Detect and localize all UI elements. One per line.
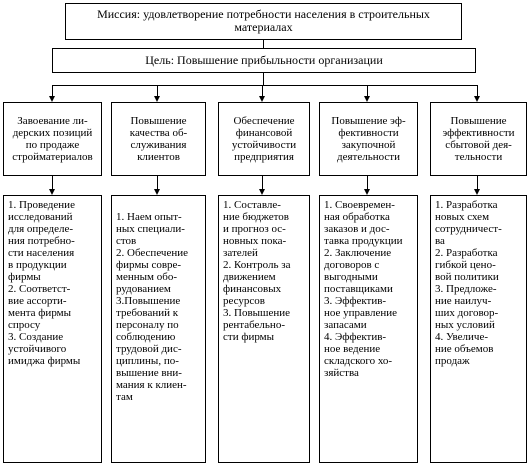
drop-line-2 — [157, 85, 158, 96]
connector-mission-goal — [263, 40, 264, 48]
direction-text-3: Обеспечение финансовой устойчивости предприятия — [231, 115, 297, 163]
connector-dir-task-5 — [477, 176, 478, 189]
drop-line-5 — [477, 85, 478, 96]
task-text-3: 1. Составле- ние бюджетов и прогноз ос- новных пока- зателей 2. Контроль за движением финансовых ресурсов 3. Повышение рентабельно- сти фирмы — [223, 199, 291, 343]
task-box-3 — [218, 195, 310, 463]
direction-box-3 — [218, 102, 310, 176]
task-text-5: 1. Разработка новых схем сотрудничест- ва 2. Разработка гибкой цено- вой политики 3. Предложе- ние наилуч- ших договор- ных условий 4. Увеличе- ние объемов продаж — [435, 199, 502, 367]
drop-line-4 — [367, 85, 368, 96]
connector-dir-task-3 — [262, 176, 263, 189]
drop-line-3 — [262, 85, 263, 96]
direction-text-5: Повышение эффективности сбытовой дея- тельности — [442, 115, 515, 163]
direction-box-5 — [430, 102, 527, 176]
connector-dir-task-4 — [367, 176, 368, 189]
goal-text: Цель: Повышение прибыльности организации — [145, 53, 383, 67]
task-box-4 — [319, 195, 418, 463]
horizontal-bus — [52, 85, 478, 86]
direction-box-1 — [3, 102, 102, 176]
task-box-2 — [111, 195, 206, 463]
direction-box-4 — [319, 102, 418, 176]
mission-text: Миссия: удовлетворение потребности населения в строительных материалах — [97, 7, 430, 34]
direction-text-1: Завоевание ли- дерских позиций по продаже стройматериалов — [12, 115, 93, 163]
task-text-2: 1. Наем опыт- ных специали- стов 2. Обеспечение фирмы совре- менным обо- рудованием 3.Повышение требований к персоналу по соблюдению трудовой дис- циплины, по- вышение вни- мания к клиен- там — [116, 211, 188, 403]
connector-dir-task-1 — [52, 176, 53, 189]
direction-text-2: Повышение качества об- служивания клиентов — [129, 115, 188, 163]
direction-text-4: Повышение эф- фективности закупочной деятельности — [331, 115, 406, 163]
goal-box — [52, 48, 476, 73]
drop-line-1 — [52, 85, 53, 96]
task-box-1 — [3, 195, 102, 463]
direction-box-2 — [111, 102, 206, 176]
task-text-4: 1. Своевремен- ная обработка заказов и дос- тавка продукции 2. Заключение договоров с выгодными поставщиками 3. Эффектив- ное управление запасами 4. Эффектив- ное ведение складского хо- зяйства — [324, 199, 403, 379]
mission-box — [65, 3, 462, 40]
connector-dir-task-2 — [157, 176, 158, 189]
task-box-5 — [430, 195, 527, 463]
task-text-1: 1. Проведение исследований для определе- ния потребно- сти населения в продукции фирмы 2. Соответст- вие ассорти- мента фирмы спросу 3. Создание устойчивого имиджа фирмы — [8, 199, 81, 367]
connector-goal-bus — [263, 73, 264, 85]
